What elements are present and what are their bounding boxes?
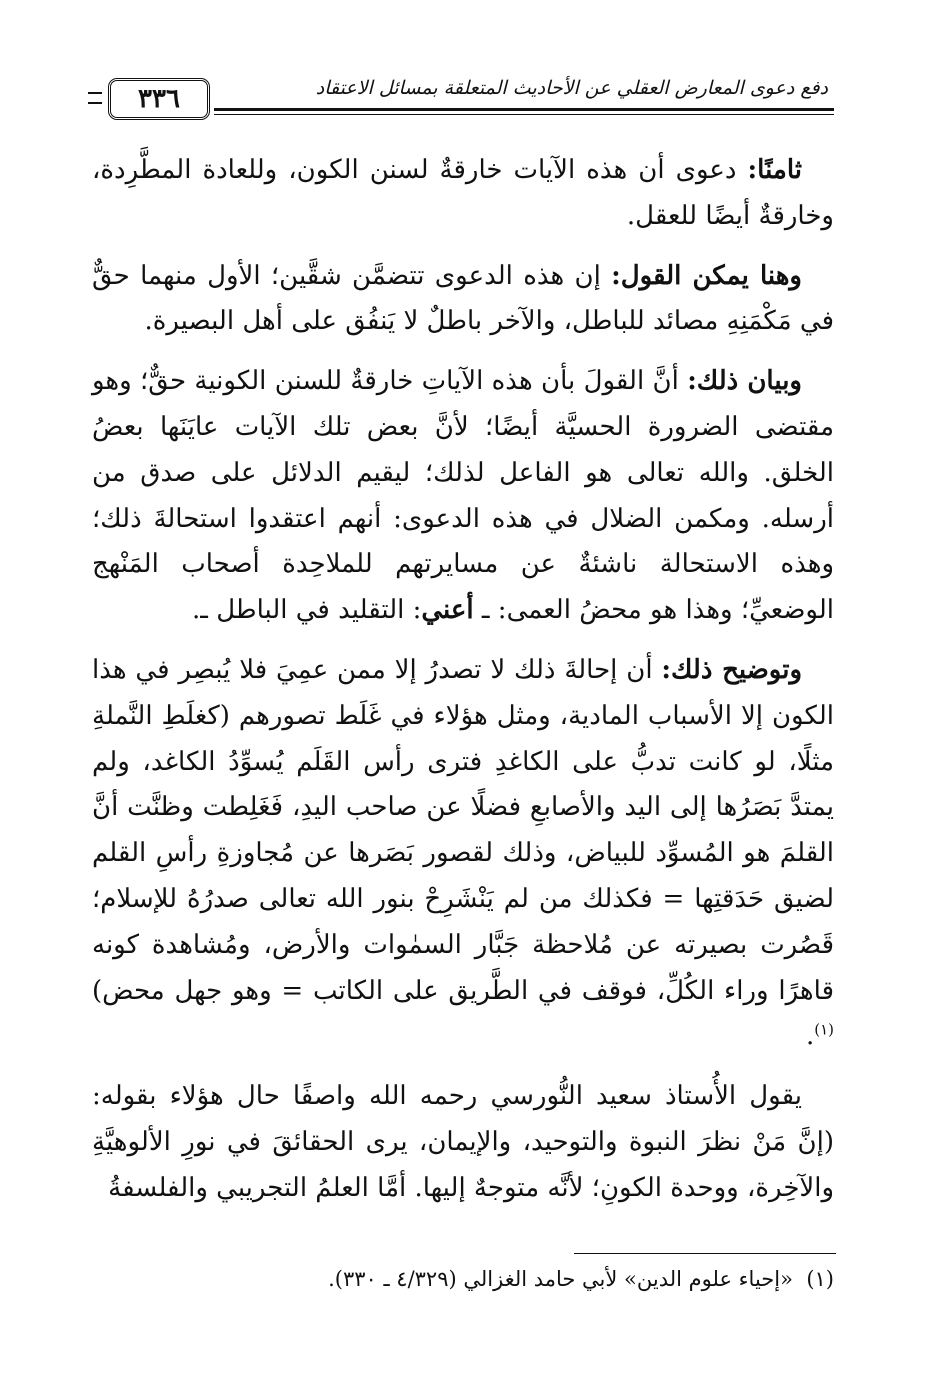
paragraph-lead: وبيان ذلك: — [687, 366, 802, 397]
paragraph-4 — [92, 648, 834, 1060]
header-rule-thin — [214, 114, 834, 115]
footnote-text: «إحياء علوم الدين» لأبي حامد الغزالي (٤/٣٢٩ ـ ٣٣٠). — [328, 1267, 793, 1291]
paragraph-2 — [92, 254, 834, 346]
page-number: ٣٣٦ — [108, 78, 210, 120]
paragraph-lead: وهنا يمكن القول: — [611, 260, 802, 291]
paragraph-text: أنَّ القولَ بأن هذه الآياتِ خارقةٌ للسنن الكونية حقٌّ؛ وهو مقتضى الضرورة الحسيَّة أيضًا؛ لأنَّ بعض تلك الآيات عايَنَها بعضُ الخلق. والله تعالى هو الفاعل لذلك؛ ليقيم الدلائل على صدق من أرسله. ومكمن الضلال في هذه الدعوى: أنهم اعتقدوا استحالةَ ذلك؛ وهذه الاستحالة ناشئةٌ عن مسايرتهم للملاحِدة أصحاب المَنْهج الوضعيِّ؛ وهذا هو محضُ العمى: ـ — [92, 366, 834, 626]
paragraph-text: يقول الأُستاذ سعيد النُّورسي رحمه الله واصفًا حال هؤلاء بقوله: (إنَّ مَنْ نظرَ النبوة والتوحيد، والإيمان، يرى الحقائقَ في نورِ الألوهيَّةِ والآخِرة، ووحدة الكونِ؛ لأنَّه متوجهٌ إليها. أمَّا العلمُ التجريبي والفلسفةُ — [92, 1081, 834, 1203]
paragraph-lead: ثامنًا: — [747, 155, 802, 185]
paragraph-5 — [92, 1074, 834, 1211]
footnote-number: (١) — [806, 1267, 834, 1291]
footnote-reference[interactable]: (١) — [814, 1020, 834, 1039]
paragraph-1 — [92, 148, 834, 240]
running-header — [88, 74, 834, 122]
paragraph-text-end: . — [805, 1021, 815, 1052]
paragraph-text-end: : التقليد في الباطل ـ. — [192, 595, 422, 626]
paragraph-3 — [92, 359, 834, 634]
paragraph-lead: وتوضيح ذلك: — [661, 654, 802, 685]
footnote-1 — [92, 1262, 834, 1296]
paragraph-text: إن هذه الدعوى تتضمَّن شقَّين؛ الأول منهما حقٌّ في مَكْمَنِهِ مصائد للباطل، والآخر باطلٌ لا يَنفُق على أهل البصيرة. — [92, 260, 834, 337]
footnote-separator — [574, 1253, 836, 1254]
main-text — [92, 148, 834, 1212]
header-ornament — [88, 92, 102, 104]
paragraph-text: دعوى أن هذه الآيات خارقةٌ لسنن الكون، وللعادة المطَّرِدة، وخارقةٌ أيضًا للعقل. — [92, 155, 834, 231]
paragraph-text: أن إحالةَ ذلك لا تصدرُ إلا ممن عمِيَ فلا يُبصِر في هذا الكون إلا الأسباب المادية، ومثل هؤلاء في غَلَط تصورهم (كغلَطِ النَّملةِ مثلًا، لو كانت تدبُّ على الكاغدِ فترى رأس القَلَم يُسوِّدُ الكاغد، ولم يمتدَّ بَصَرُها إلى اليد والأصابعِ فضلًا عن صاحب اليدِ، فَغَلِطت وظنَّت أنَّ القلمَ هو المُسوِّد للبياض، وذلك لقصور بَصَرها عن مُجاوزةِ رأسِ القلم لضيق حَدَقتِها = فكذلك من لم يَنْشَرِحْ بنور الله تعالى صدرُهُ للإسلام؛ قَصُرت بصيرته عن مُلاحظة جَبَّار السمٰوات والأرض، ومُشاهدة كونه قاهرًا وراء الكُلِّ، فوقف في الطَّريق على الكاتب = وهو جهل محض) — [92, 654, 834, 1006]
header-rule-thick — [214, 108, 834, 111]
running-title: دفع دعوى المعارض العقلي عن الأحاديث المتعلقة بمسائل الاعتقاد — [315, 77, 828, 99]
emphasis-word: أعني — [421, 595, 474, 626]
